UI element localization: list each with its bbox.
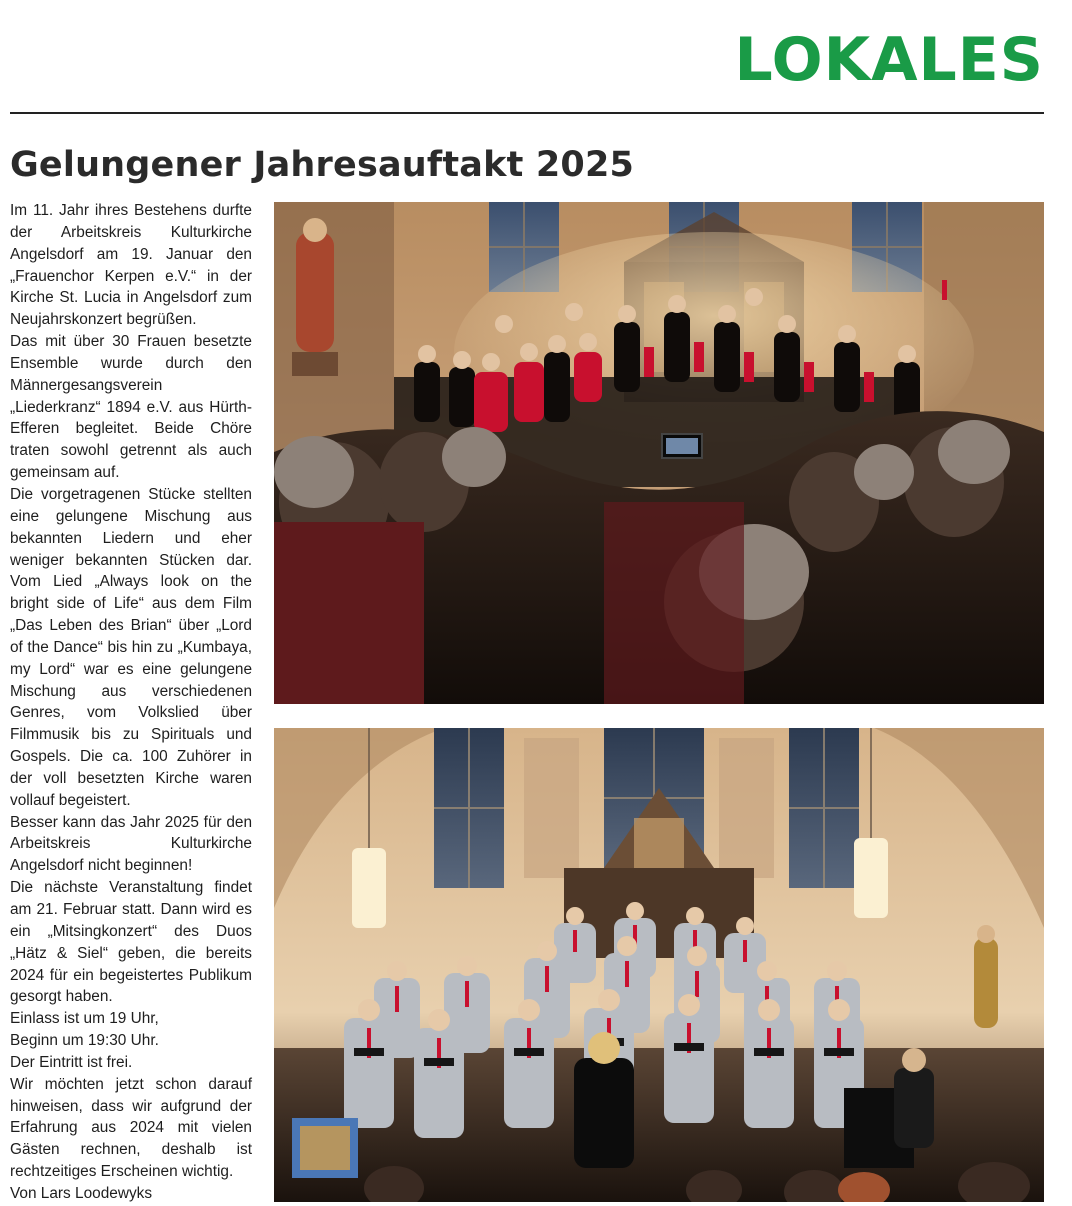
article-body	[10, 200, 252, 1205]
paragraph: Die nächste Veranstaltung findet am 21. Februar statt. Dann wird es ein „Mitsingkonzert“ des Duos „Hätz & Siel“ geben, die bereits 2024 für ein begeistertes Publikum gesorgt haben.	[10, 879, 252, 1006]
photo-mens-choir-image	[274, 728, 1044, 1202]
paragraph: Beginn um 19:30 Uhr.	[10, 1032, 159, 1050]
paragraph: Die vorgetragenen Stücke stellten eine gelungene Mischung aus bekannten Liedern und eher weniger bekannten Stücken dar. Vom Lied „Always look on the bright side of Life“ aus dem Film „Das Leben des Brian“ über „Lord of the Dance“ bis hin zu „Kumbaya, my Lord“ war es eine gelungene Mischung aus verschiedenen Genres, vom Volkslied über Filmmusik bis zu Spirituals und Gospels. Die ca. 100 Zuhörer in der voll besetzten Kirche waren vollauf begeistert.	[10, 485, 252, 809]
photo-womens-choir	[274, 202, 1044, 704]
section-label: LOKALES	[734, 25, 1044, 95]
paragraph: Im 11. Jahr ihres Bestehens durfte der Arbeitskreis Kulturkirche Angelsdorf am 19. Januar den „Frauenchor Kerpen e.V.“ in der Kirche St. Lucia in Angelsdorf zum Neujahrskonzert begrüßen.	[10, 202, 252, 329]
paragraph: Besser kann das Jahr 2025 für den Arbeitskreis Kulturkirche Angelsdorf nicht beginnen!	[10, 813, 252, 875]
photo-womens-choir-image	[274, 202, 1044, 704]
article-headline: Gelungener Jahresauftakt 2025	[10, 145, 635, 185]
paragraph: Einlass ist um 19 Uhr,	[10, 1010, 159, 1028]
photo-mens-choir	[274, 728, 1044, 1202]
paragraph: Das mit über 30 Frauen besetzte Ensemble wurde durch den Männergesangsverein „Liederkranz“ 1894 e.V. aus Hürth-Efferen begleitet. Beide Chöre traten sowohl getrennt als auch gemeinsam auf.	[10, 333, 252, 482]
byline: Von Lars Loodewyks	[10, 1184, 153, 1202]
paragraph: Wir möchten jetzt schon darauf hinweisen, dass wir aufgrund der Erfahrung aus 2024 mit vielen Gästen rechnen, deshalb ist rechtzeitiges Erscheinen wichtig.	[10, 1075, 252, 1181]
paragraph: Der Eintritt ist frei.	[10, 1053, 133, 1071]
header-rule	[10, 112, 1044, 114]
